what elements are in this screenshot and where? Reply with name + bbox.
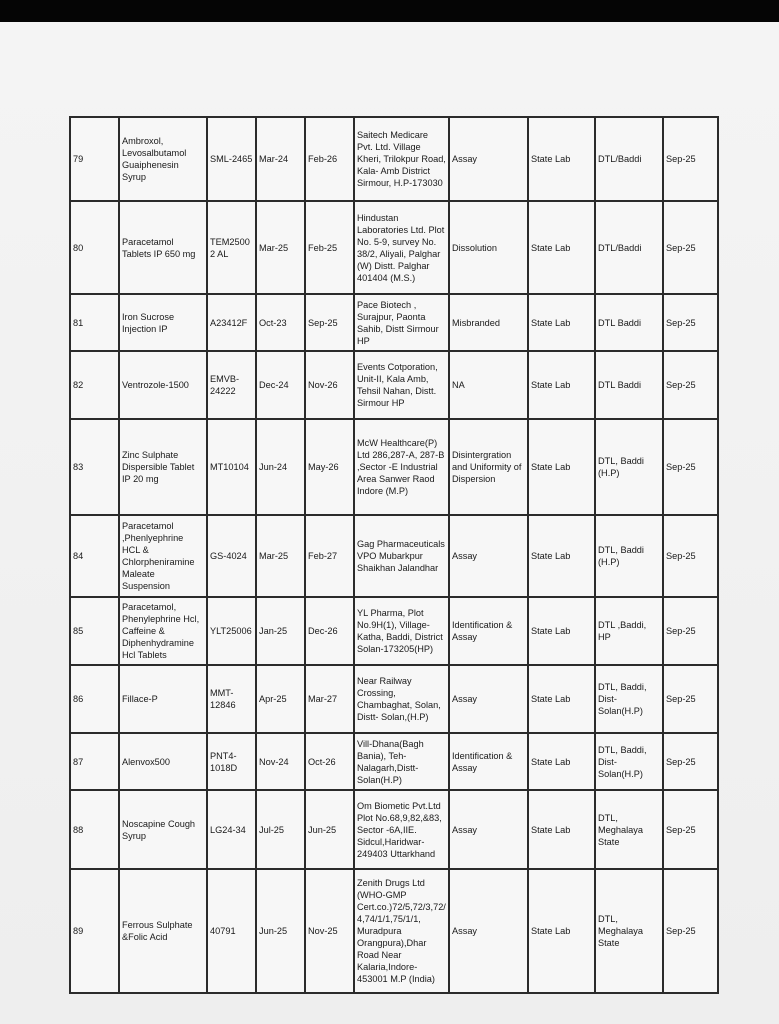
exp-date: Sep-25 [305, 294, 354, 351]
drawn-by: DTL, Baddi, Dist-Solan(H.P) [595, 665, 663, 733]
report-month: Sep-25 [663, 201, 718, 294]
serial-number: 80 [70, 201, 119, 294]
reason: Assay [449, 117, 528, 201]
report-month: Sep-25 [663, 515, 718, 597]
manufacturer [354, 665, 449, 733]
batch-number: TEM25002 AL [207, 201, 256, 294]
manufacturer [354, 515, 449, 597]
report-month: Sep-25 [663, 597, 718, 665]
report-month: Sep-25 [663, 790, 718, 869]
manufacturer [354, 869, 449, 993]
reason: Assay [449, 869, 528, 993]
exp-date: Nov-26 [305, 351, 354, 419]
drug-name: Ferrous Sulphate &Folic Acid [119, 869, 207, 993]
batch-number: GS-4024 [207, 515, 256, 597]
report-month: Sep-25 [663, 117, 718, 201]
manufacturer-text: Events Cotporation, Unit-II, Kala Amb, Tehsil Nahan, Distt. Sirmour HP [357, 362, 438, 408]
batch-number: MMT-12846 [207, 665, 256, 733]
reason: NA [449, 351, 528, 419]
mfg-date: Jul-25 [256, 790, 305, 869]
mfg-date: Dec-24 [256, 351, 305, 419]
batch-number: SML-2465 [207, 117, 256, 201]
reason: Misbranded [449, 294, 528, 351]
drawn-by: DTL/Baddi [595, 201, 663, 294]
serial-number: 88 [70, 790, 119, 869]
table-row [70, 790, 718, 869]
exp-date: Nov-25 [305, 869, 354, 993]
batch-number: LG24-34 [207, 790, 256, 869]
manufacturer-text: Zenith Drugs Ltd (WHO-GMP Cert.co.)72/5,72/3,72/4,74/1/1,75/1/1, Muradpura Orangpura),Dhar Road Near Kalaria,Indore-453001 M.P (India) [357, 878, 446, 984]
mfg-date: Oct-23 [256, 294, 305, 351]
serial-number: 89 [70, 869, 119, 993]
manufacturer [354, 790, 449, 869]
drawn-by: DTL, Baddi (H.P) [595, 419, 663, 515]
manufacturer [354, 294, 449, 351]
table-row [70, 351, 718, 419]
mfg-date: Apr-25 [256, 665, 305, 733]
document-page [0, 22, 779, 1024]
reason: Assay [449, 515, 528, 597]
testing-lab: State Lab [528, 869, 595, 993]
table-row [70, 665, 718, 733]
serial-number: 82 [70, 351, 119, 419]
drug-name: Noscapine Cough Syrup [119, 790, 207, 869]
drawn-by: DTL ,Baddi, HP [595, 597, 663, 665]
serial-number: 84 [70, 515, 119, 597]
drawn-by: DTL, Baddi, Dist-Solan(H.P) [595, 733, 663, 790]
drawn-by: DTL Baddi [595, 294, 663, 351]
serial-number: 79 [70, 117, 119, 201]
drawn-by: DTL/Baddi [595, 117, 663, 201]
exp-date: Feb-25 [305, 201, 354, 294]
report-month: Sep-25 [663, 294, 718, 351]
reason: Dissolution [449, 201, 528, 294]
drug-name: Paracetamol, Phenylephrine Hcl, Caffeine & Diphenhydramine Hcl Tablets [119, 597, 207, 665]
exp-date: Jun-25 [305, 790, 354, 869]
exp-date: May-26 [305, 419, 354, 515]
testing-lab: State Lab [528, 201, 595, 294]
testing-lab: State Lab [528, 665, 595, 733]
mfg-date: Jan-25 [256, 597, 305, 665]
table-row [70, 201, 718, 294]
manufacturer-text: Vill-Dhana(Bagh Bania), Teh-Nalagarh,Distt-Solan(H.P) [357, 738, 424, 785]
table-row [70, 869, 718, 993]
drug-name: Zinc Sulphate Dispersible Tablet IP 20 mg [119, 419, 207, 515]
manufacturer-text: Near Railway Crossing, Chambaghat, Solan, Distt- Solan,(H.P) [357, 676, 441, 722]
serial-number: 86 [70, 665, 119, 733]
report-month: Sep-25 [663, 869, 718, 993]
reason: Disintergration and Uniformity of Dispersion [449, 419, 528, 515]
mfg-date: Nov-24 [256, 733, 305, 790]
mfg-date: Mar-25 [256, 515, 305, 597]
batch-number: A23412F [207, 294, 256, 351]
exp-date: Mar-27 [305, 665, 354, 733]
drug-name: Fillace-P [119, 665, 207, 733]
testing-lab: State Lab [528, 419, 595, 515]
table-row [70, 117, 718, 201]
manufacturer-text: YL Pharma, Plot No.9H(1), Village-Katha, Baddi, District Solan-173205(HP) [357, 608, 443, 654]
manufacturer [354, 733, 449, 790]
exp-date: Oct-26 [305, 733, 354, 790]
manufacturer-text: Hindustan Laboratories Ltd. Plot No. 5-9, survey No. 38/2, Aliyali, Palghar (W) Distt. Palghar 401404 (M.S.) [357, 212, 445, 283]
table-row [70, 515, 718, 597]
drug-name: Ventrozole-1500 [119, 351, 207, 419]
manufacturer [354, 597, 449, 665]
testing-lab: State Lab [528, 790, 595, 869]
drawn-by: DTL, Meghalaya State [595, 869, 663, 993]
manufacturer-text: Saitech Medicare Pvt. Ltd. Village Kheri, Trilokpur Road, Kala- Amb District Sirmour, H.P-173030 [357, 130, 446, 188]
manufacturer [354, 201, 449, 294]
reason: Assay [449, 665, 528, 733]
reason: Identification & Assay [449, 597, 528, 665]
report-month: Sep-25 [663, 419, 718, 515]
drawn-by: DTL, Baddi (H.P) [595, 515, 663, 597]
manufacturer-text: Pace Biotech , Surajpur, Paonta Sahib, Distt Sirmour HP [357, 299, 439, 346]
drug-name: Iron Sucrose Injection IP [119, 294, 207, 351]
testing-lab: State Lab [528, 351, 595, 419]
report-month: Sep-25 [663, 733, 718, 790]
batch-number: EMVB-24222 [207, 351, 256, 419]
manufacturer [354, 117, 449, 201]
batch-number: PNT4-1018D [207, 733, 256, 790]
mfg-date: Mar-25 [256, 201, 305, 294]
mfg-date: Jun-25 [256, 869, 305, 993]
nsq-drugs-table [69, 116, 719, 994]
drug-name: Paracetamol Tablets IP 650 mg [119, 201, 207, 294]
report-month: Sep-25 [663, 665, 718, 733]
table-row [70, 419, 718, 515]
table-row [70, 597, 718, 665]
drug-name: Paracetamol ,Phenlyephrine HCL & Chlorpheniramine Maleate Suspension [119, 515, 207, 597]
serial-number: 85 [70, 597, 119, 665]
reason: Identification & Assay [449, 733, 528, 790]
exp-date: Feb-27 [305, 515, 354, 597]
manufacturer-text: McW Healthcare(P) Ltd 286,287-A, 287-B ,Sector -E Industrial Area Sanwer Raod Indore (M.P) [357, 438, 445, 496]
testing-lab: State Lab [528, 597, 595, 665]
manufacturer-text: Gag Pharmaceuticals VPO Mubarkpur Shaikhan Jalandhar [357, 539, 445, 573]
exp-date: Feb-26 [305, 117, 354, 201]
report-month: Sep-25 [663, 351, 718, 419]
batch-number: MT10104 [207, 419, 256, 515]
batch-number: 40791 [207, 869, 256, 993]
serial-number: 81 [70, 294, 119, 351]
testing-lab: State Lab [528, 515, 595, 597]
testing-lab: State Lab [528, 117, 595, 201]
reason: Assay [449, 790, 528, 869]
table-row [70, 733, 718, 790]
top-status-bar [0, 0, 779, 22]
drug-name: Ambroxol, Levosalbutamol Guaiphenesin Syrup [119, 117, 207, 201]
manufacturer-text: Om Biometic Pvt.Ltd Plot No.68,9,82,&83, Sector -6A,IIE. Sidcul,Haridwar-249403 Uttarkhand [357, 800, 442, 859]
testing-lab: State Lab [528, 294, 595, 351]
drawn-by: DTL Baddi [595, 351, 663, 419]
mfg-date: Jun-24 [256, 419, 305, 515]
table-row [70, 294, 718, 351]
testing-lab: State Lab [528, 733, 595, 790]
drawn-by: DTL, Meghalaya State [595, 790, 663, 869]
drug-name: Alenvox500 [119, 733, 207, 790]
exp-date: Dec-26 [305, 597, 354, 665]
manufacturer [354, 351, 449, 419]
batch-number: YLT25006 [207, 597, 256, 665]
manufacturer [354, 419, 449, 515]
serial-number: 87 [70, 733, 119, 790]
mfg-date: Mar-24 [256, 117, 305, 201]
serial-number: 83 [70, 419, 119, 515]
